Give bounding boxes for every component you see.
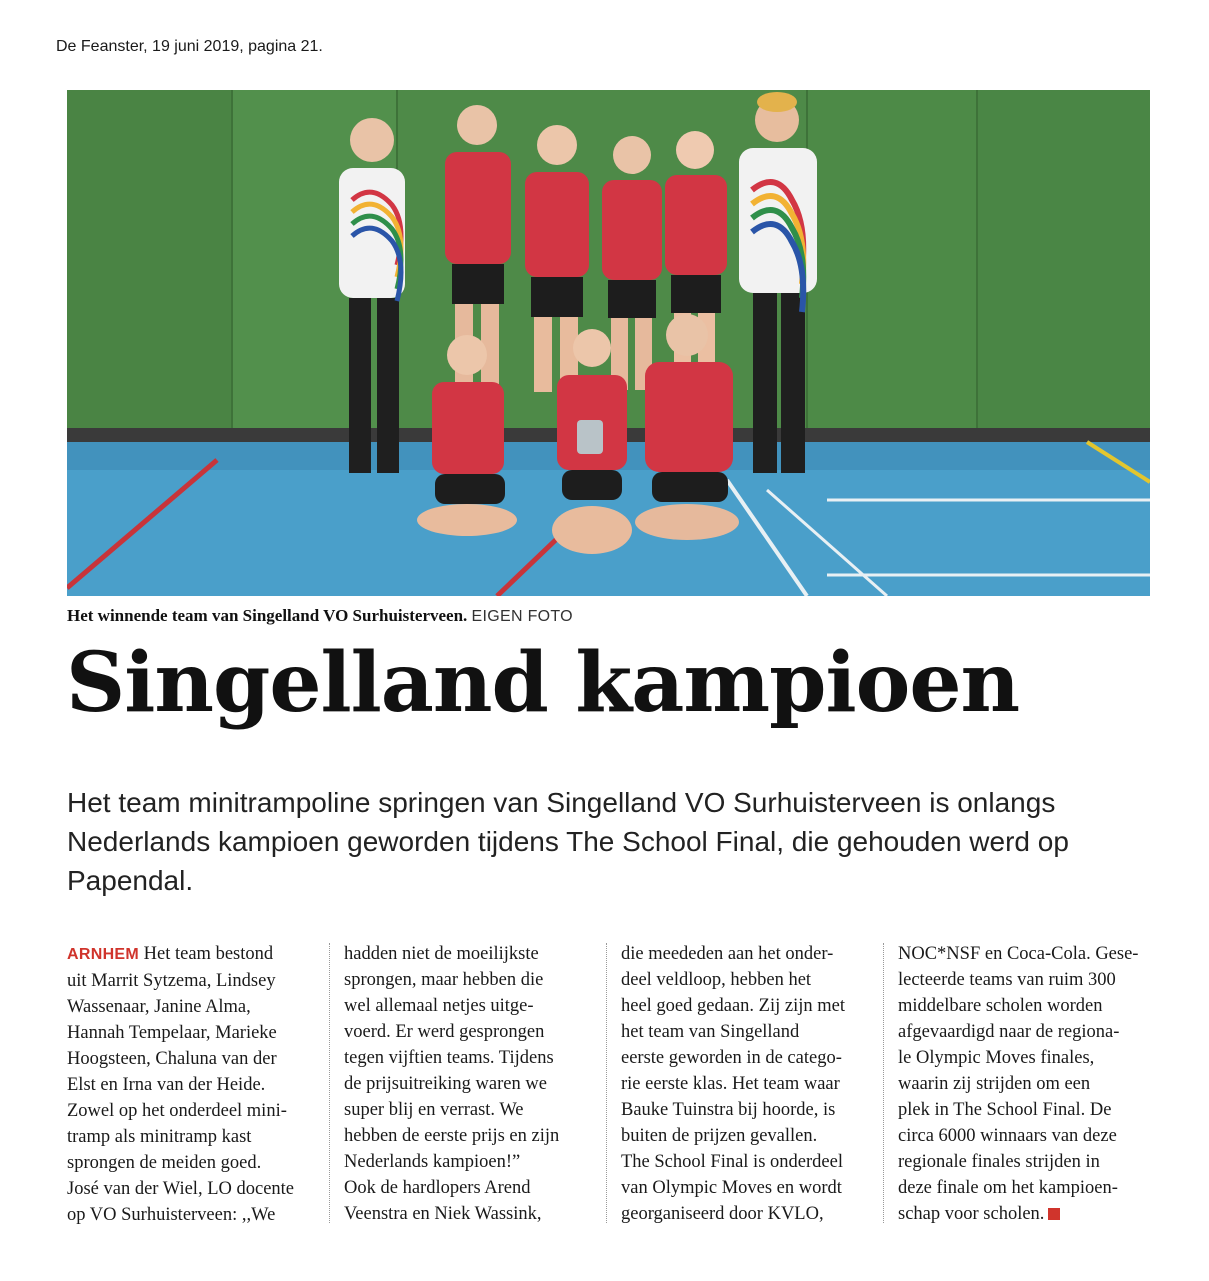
- article-line-text: Het team bestond: [139, 944, 274, 964]
- article-line: georganiseerd door KVLO,: [621, 1204, 824, 1224]
- article-line: eerste geworden in de catego-: [621, 1048, 842, 1068]
- article-column-2: [344, 941, 594, 1231]
- article-line: super blij en verrast. We: [344, 1100, 524, 1120]
- team-photo: [67, 90, 1150, 596]
- article-line: Veenstra en Niek Wassink,: [344, 1204, 542, 1224]
- article-line: wel allemaal netjes uitge-: [344, 996, 534, 1016]
- article-line: plek in The School Final. De: [898, 1100, 1112, 1120]
- article-line: buiten de prijzen gevallen.: [621, 1126, 818, 1146]
- article-line: deel veldloop, hebben het: [621, 970, 812, 990]
- article-line: [67, 941, 317, 968]
- article-line: Hannah Tempelaar, Marieke: [67, 1023, 277, 1043]
- column-divider: [883, 943, 884, 1223]
- article-body: [67, 941, 1152, 1231]
- article-line: middelbare scholen worden: [898, 996, 1103, 1016]
- article-line: hebben de eerste prijs en zijn: [344, 1126, 560, 1146]
- article-line: waarin zij strijden om een: [898, 1074, 1091, 1094]
- article-line: uit Marrit Sytzema, Lindsey: [67, 971, 276, 991]
- article-line: sprongen, maar hebben die: [344, 970, 544, 990]
- article-line: le Olympic Moves finales,: [898, 1048, 1095, 1068]
- end-of-article-icon: [1048, 1208, 1060, 1220]
- article-line: van Olympic Moves en wordt: [621, 1178, 842, 1198]
- article-line: Wassenaar, Janine Alma,: [67, 997, 251, 1017]
- article-line: tramp als minitramp kast: [67, 1127, 252, 1147]
- article-line: afgevaardigd naar de regiona-: [898, 1022, 1120, 1042]
- article-line: die meededen aan het onder-: [621, 944, 834, 964]
- article-line: Nederlands kampioen!”: [344, 1152, 521, 1172]
- column-divider: [329, 943, 330, 1223]
- article-column-3: [621, 941, 871, 1231]
- article-line: Zowel op het onderdeel mini-: [67, 1101, 287, 1121]
- article-line: Bauke Tuinstra bij hoorde, is: [621, 1100, 836, 1120]
- article-line-text: schap voor scholen.: [898, 1204, 1045, 1224]
- article-line: hadden niet de moeilijkste: [344, 944, 539, 964]
- article-line: lecteerde teams van ruim 300: [898, 970, 1116, 990]
- article-line: Elst en Irna van der Heide.: [67, 1075, 266, 1095]
- article-line: NOC*NSF en Coca-Cola. Gese-: [898, 944, 1139, 964]
- article-line: José van der Wiel, LO docente: [67, 1179, 295, 1199]
- article-line: Hoogsteen, Chaluna van der: [67, 1049, 277, 1069]
- article-line: voerd. Er werd gesprongen: [344, 1022, 545, 1042]
- article-column-1: [67, 941, 317, 1231]
- article-line: sprongen de meiden goed.: [67, 1153, 262, 1173]
- article-line: de prijsuitreiking waren we: [344, 1074, 547, 1094]
- headline: Singelland kampioen: [66, 635, 1020, 731]
- article-line: Ook de hardlopers Arend: [344, 1178, 531, 1198]
- dateline: ARNHEM: [67, 946, 140, 963]
- article-line: [898, 1201, 1148, 1227]
- article-line: regionale finales strijden in: [898, 1152, 1100, 1172]
- source-line: De Feanster, 19 juni 2019, pagina 21.: [56, 38, 323, 55]
- article-line: heel goed gedaan. Zij zijn met: [621, 996, 845, 1016]
- article-line: circa 6000 winnaars van deze: [898, 1126, 1117, 1146]
- team-photo-illustration: [67, 90, 1150, 596]
- column-divider: [606, 943, 607, 1223]
- article-line: het team van Singelland: [621, 1022, 800, 1042]
- article-line: op VO Surhuisterveen: ,,We: [67, 1205, 276, 1225]
- article-line: rie eerste klas. Het team waar: [621, 1074, 840, 1094]
- intro-paragraph: Het team minitrampoline springen van Singelland VO Surhuisterveen is onlangs Nederlands kampioen geworden tijdens The School Final, die gehouden werd op Papendal.: [67, 787, 1069, 896]
- caption-text: Het winnende team van Singelland VO Surhuisterveen.: [67, 606, 468, 625]
- article-column-4: [898, 941, 1148, 1231]
- article-line: tegen vijftien teams. Tijdens: [344, 1048, 554, 1068]
- article-line: The School Final is onderdeel: [621, 1152, 843, 1172]
- photo-credit: EIGEN FOTO: [471, 608, 573, 625]
- photo-caption: [67, 606, 573, 626]
- article-line: deze finale om het kampioen-: [898, 1178, 1118, 1198]
